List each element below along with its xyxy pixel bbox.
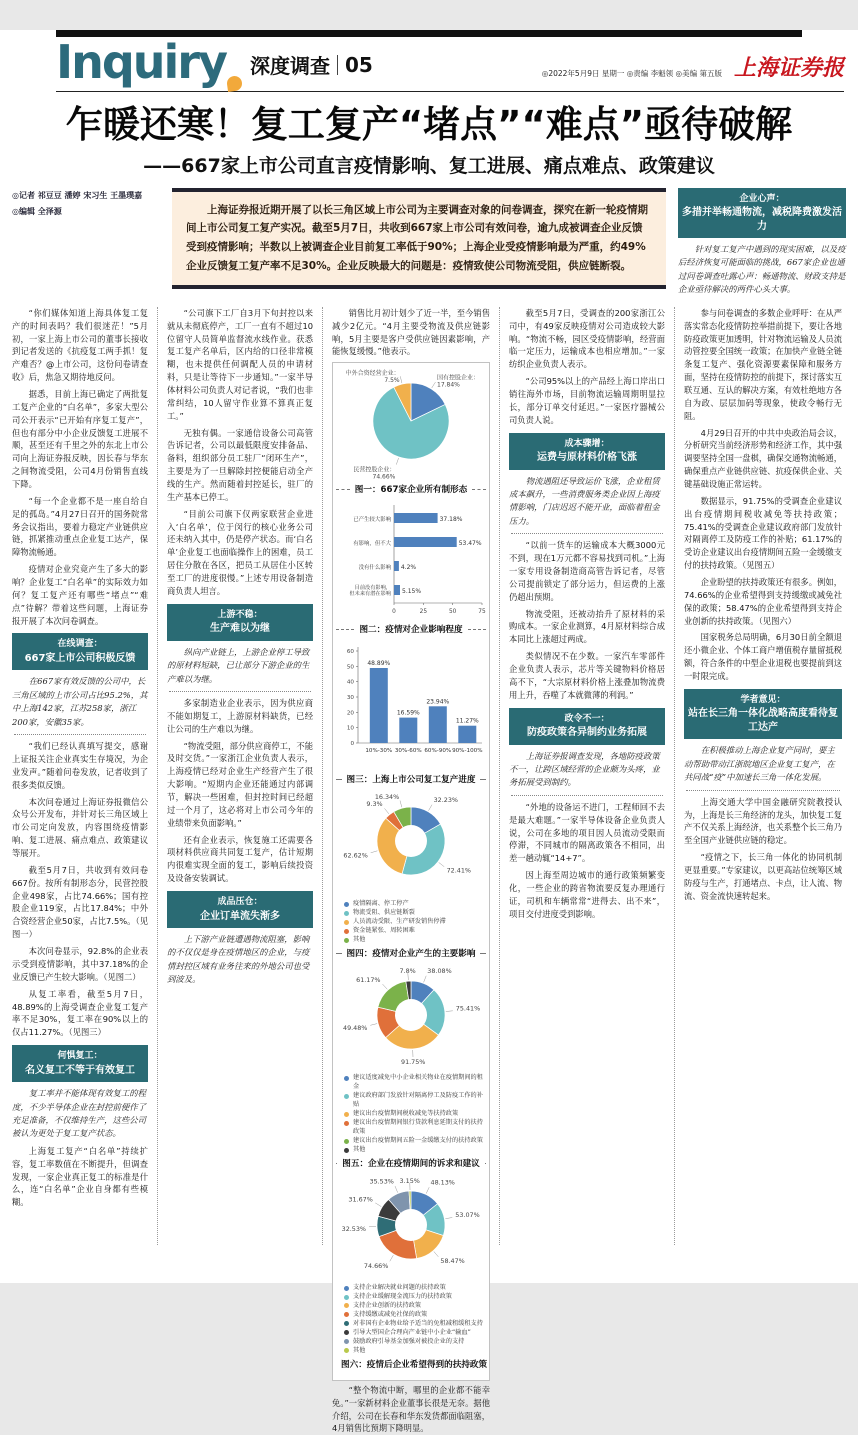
- paragraph: 截至5月7日，受调查的200家浙江公司中，有49家反映疫情对公司造成较大影响。“物流不畅，园区受疫情影响，经营面临一定压力，运输成本也相应增加。”一家纺织企业负责人表示。: [509, 307, 665, 371]
- legend-label: 对非国有企业物业给予适当的免租减租缓租支持: [353, 1320, 483, 1329]
- chart-canvas: [336, 367, 486, 481]
- chart-figure: [336, 965, 486, 1169]
- section-lede: 上下游产业链遭遇物流阻塞，影响的不仅仅是身在疫情地区的企业，与疫情封控区域有业务往来的外地公司也受到波及。: [167, 933, 313, 987]
- svg-text:0: 0: [350, 741, 354, 747]
- legend-item: [344, 927, 486, 936]
- legend-item: [344, 1320, 486, 1329]
- section-kicker: 企业心声：: [682, 193, 842, 207]
- section-title: 667家上市公司积极反馈: [16, 652, 144, 666]
- section-kicker: 政令不一：: [513, 713, 661, 727]
- header-right: [542, 57, 844, 85]
- legend-swatch-icon: [344, 1286, 349, 1291]
- chart-legend: [344, 1074, 486, 1155]
- svg-text:民营控股企业：74.66%: 民营控股企业： 74.66%: [353, 466, 395, 481]
- caption-dash: [336, 779, 342, 780]
- legend-item: [344, 1137, 486, 1146]
- svg-text:38.08%: 38.08%: [427, 967, 451, 975]
- paragraph: 上海复工复产“白名单”持续扩容，复工率数值在不断提升，但调查发现，一家企业真正复工的标准是什么，连“白名单”企业自身都有些模糊。: [12, 1145, 148, 1209]
- chart-svg: [336, 791, 486, 895]
- paragraph: 参与问卷调查的多数企业呼吁：在从严落实常态化疫情防控举措前提下，要让各地防疫政策更加透明，针对物流运输及人员流动管控要全国统一政策；在加快产业链全链条复工复产、强化资源要素保障和服务方面，坚持在疫情防控的前提下，探讨落实互联互通、互认的解决方案，有效杜绝地方各自为政、层层加码等现象，使政令畅行无阻。: [684, 307, 842, 423]
- legend-swatch-icon: [344, 1076, 349, 1081]
- section-kicker: 成本骤增：: [513, 438, 661, 452]
- chart-canvas: [336, 641, 486, 771]
- legend-label: 其他: [353, 1347, 365, 1356]
- logo-text: Inquiry: [56, 35, 226, 89]
- paragraph: “以前一货车的运输成本大概3000元不到，现在1万元都不容易找到司机。”上海一家专用设备制造商高管告诉记者，尽管公司提前锁定了部分运力，但运费的上涨仍超出预期。: [509, 539, 665, 603]
- legend-item: [344, 1302, 486, 1311]
- legend-swatch-icon: [344, 1339, 349, 1344]
- voice-cell: [678, 188, 846, 301]
- column-2: [167, 307, 323, 1245]
- paragraph: 物流受阻，还被动抬升了原材料的采购成本。一家企业测算，4月原材料综合成本同比上涨超过两成。: [509, 608, 665, 647]
- svg-text:91.75%: 91.75%: [401, 1058, 425, 1066]
- svg-text:40: 40: [347, 680, 355, 686]
- svg-text:已产生较大影响: 已产生较大影响: [353, 515, 391, 523]
- svg-text:23.94%: 23.94%: [426, 699, 449, 706]
- legend-label: 鼓励政府引导基金加强对被投企业的支持: [353, 1338, 464, 1347]
- svg-text:61.17%: 61.17%: [356, 976, 380, 984]
- dotted-rule: [14, 734, 146, 735]
- caption-text: 图三：上海上市公司复工复产进度: [347, 773, 476, 785]
- section-heading: [167, 604, 313, 641]
- chart-caption: [336, 773, 486, 785]
- section-kicker: 学者意见：: [688, 694, 838, 708]
- svg-text:50: 50: [449, 609, 457, 615]
- paragraph: 据悉，目前上海已确定了两批复工复产企业的“白名单”，多家大型公司公开表示“已开始有序复工复产”，但也有部分中小企业反馈复工进展不顺，甚至还有千里之外的东北上市公司向上海证券报反映，因长春与华东之间物流受阻，公司4月份销售直线下降。: [12, 388, 148, 491]
- legend-label: 支持企业创新的扶持政策: [353, 1302, 421, 1311]
- svg-text:30%-60%: 30%-60%: [395, 748, 422, 754]
- caption-text: 图二：疫情对企业影响程度: [359, 623, 462, 635]
- chart-caption: [336, 947, 486, 959]
- legend-item: [344, 1110, 486, 1119]
- inquiry-logo: [56, 39, 240, 85]
- section-kicker: 成品压仓：: [171, 896, 309, 910]
- legend-label: 建议适度减免中小企业相关物业在疫情期间的租金: [353, 1074, 486, 1092]
- svg-text:60%-90%: 60%-90%: [424, 748, 451, 754]
- svg-text:37.18%: 37.18%: [440, 516, 463, 523]
- dateline: ◎2022年5月9日 星期一 ◎责编 李魁领 ◎美编 第五版: [542, 68, 722, 79]
- paragraph: “整个物流中断，哪里的企业都不能幸免。”一家新材料企业董事长很是无奈。据他介绍，公司在长春和华东发货都面临阻塞，4月销售比预期下降明显。: [332, 1384, 490, 1435]
- meta-row: [12, 188, 846, 301]
- legend-item: [344, 1119, 486, 1137]
- divider: [337, 55, 338, 75]
- legend-item: [344, 1092, 486, 1110]
- svg-text:48.89%: 48.89%: [367, 660, 390, 667]
- svg-text:有影响，但不大: 有影响，但不大: [353, 539, 391, 547]
- section-lede: 上海证券报调查发现，各地防疫政策不一，让跨区域经营的企业颇为头疼，业务拓展受到制约。: [509, 750, 665, 790]
- paragraph: 销售比月初计划少了近一半，至今销售减少2亿元。“4月主要受物流及供应链影响，5月主要是客户受供应链因素影响，产能恢复缓慢。”他表示。: [332, 307, 490, 358]
- caption-text: 图四：疫情对企业产生的主要影响: [347, 947, 476, 959]
- svg-text:62.62%: 62.62%: [343, 852, 367, 860]
- section-kicker: 在线调查：: [16, 638, 144, 652]
- chart-canvas: [336, 965, 486, 1073]
- legend-label: 支持企业缓解现金流压力的扶持政策: [353, 1293, 452, 1302]
- chart-svg: [336, 501, 486, 617]
- legend-swatch-icon: [344, 1139, 349, 1144]
- paragraph: 国家税务总局明确，6月30日前全额退还小微企业、个体工商户增值税存量留抵税额，符合条件的中型企业退税也要提前到这一时限完成。: [684, 631, 842, 682]
- svg-text:58.47%: 58.47%: [440, 1257, 464, 1265]
- svg-text:没有什么影响: 没有什么影响: [359, 563, 392, 571]
- section-label: [250, 50, 373, 79]
- column-4: [509, 307, 675, 1245]
- legend-label: 建议出台疫情期间税收减免等扶持政策: [353, 1110, 458, 1119]
- legend-label: 建议政府部门发放针对隔离停工及防疫工作的补贴: [353, 1092, 486, 1110]
- legend-item: [344, 1146, 486, 1155]
- section-heading: [12, 633, 148, 670]
- legend-swatch-icon: [344, 1112, 349, 1117]
- svg-text:20: 20: [347, 711, 355, 717]
- chart-svg: [336, 965, 486, 1069]
- svg-text:9.3%: 9.3%: [366, 800, 382, 808]
- svg-text:90%-100%: 90%-100%: [452, 748, 482, 754]
- legend-swatch-icon: [344, 1330, 349, 1335]
- svg-text:25: 25: [420, 609, 428, 615]
- byline-editor: ◎编辑 全泽源: [12, 204, 160, 220]
- svg-text:32.23%: 32.23%: [434, 796, 458, 804]
- svg-text:35.53%: 35.53%: [370, 1177, 394, 1185]
- chart-canvas: [336, 791, 486, 899]
- page-number: 05: [345, 53, 373, 77]
- legend-item: [344, 1074, 486, 1092]
- caption-dash: [336, 1163, 337, 1164]
- legend-swatch-icon: [344, 902, 349, 907]
- paragraph: “每一个企业都不是一座自给自足的孤岛。”4月27日召开的国务院常务会议指出，要着力稳定产业链供应链，抓紧推动重点企业复工达产，保障物流畅通。: [12, 495, 148, 559]
- section-title: 运费与原材料价格飞涨: [513, 451, 661, 465]
- chart-figure: [336, 641, 486, 785]
- section-title: 多措并举畅通物流，减税降费激发活力: [682, 206, 842, 233]
- chart-legend: [344, 900, 486, 945]
- section-title: 生产难以为继: [171, 622, 309, 636]
- page-header: [56, 37, 844, 92]
- paragraph: “你们媒体知道上海具体复工复产的时间表吗？我们很迷茫！”5月初，一家上海上市公司的董事长接收到记者发送的《抗疫复工两手抓！复产难否？@上市公司，这份问卷请查收》后，焦急又期待地反问。: [12, 307, 148, 384]
- legend-item: [344, 909, 486, 918]
- section-heading: [12, 1045, 148, 1082]
- dotted-rule: [169, 691, 311, 692]
- svg-text:16.59%: 16.59%: [397, 710, 420, 717]
- legend-item: [344, 1293, 486, 1302]
- svg-text:4.2%: 4.2%: [401, 564, 417, 571]
- paragraph: 多家制造业企业表示，因为供应商不能如期复工，上游原材料缺货，已经让公司的生产难以为继。: [167, 697, 313, 736]
- section-heading-voice: [678, 188, 846, 239]
- section-lede: 在667家有效反馈的公司中，长三角区域的上市公司占比95.2%，其中上海142家，江苏258家，浙江200家，安徽35家。: [12, 675, 148, 729]
- paragraph: 本次问卷显示，92.8%的企业表示受到疫情影响，其中37.18%的企业反馈已产生较大影响。（见图二）: [12, 945, 148, 984]
- byline-reporters: ◎记者 祁豆豆 潘婷 宋习生 王墨璞嘉: [12, 188, 160, 204]
- paragraph: “外地的设备运不进门，工程师回不去是最大难题。”一家半导体设备企业负责人说，公司在多地的项目因人员流动受限而停滞，不同城市的隔离政策各不相同，出差一趟动辄“14+7”。: [509, 801, 665, 865]
- paragraph: 疫情对企业究竟产生了多大的影响？企业复工“白名单”的实际效力如何？复工复产还有哪些“堵点”“难点”待解？带着这些问题，上海证券报开展了本次问卷调查。: [12, 563, 148, 627]
- section-title: 名义复工不等于有效复工: [16, 1064, 144, 1078]
- legend-item: [344, 1311, 486, 1320]
- paragraph: “物流受阻，部分供应商停工，不能及时交货。”一家浙江企业负责人表示，上海疫情已经对企业生产经营产生了很大影响。“短期内企业还能通过内部调节，解决一些困难，但封控时间已经超过一个月了，这必将对上市公司今年的业绩带来负面影响。”: [167, 740, 313, 830]
- section-lede: 复工率并不能体现有效复工的程度，不少半导体企业在封控前便作了充足准备，不仅维持生产，这些公司被认为更处于复工复产状态。: [12, 1087, 148, 1141]
- svg-text:10: 10: [347, 726, 355, 732]
- caption-text: 图六：疫情后企业希望得到的扶持政策: [341, 1358, 487, 1370]
- chart-legend: [344, 1284, 486, 1356]
- svg-text:31.67%: 31.67%: [348, 1195, 372, 1203]
- caption-dash: [468, 629, 486, 630]
- legend-item: [344, 1329, 486, 1338]
- legend-swatch-icon: [344, 1295, 349, 1300]
- paragraph: 还有企业表示，恢复施工还需要各项材料供应商共同复工复产，估计短期内很难实现全面的复工，影响后续投资及设备安装调试。: [167, 834, 313, 885]
- svg-text:5.15%: 5.15%: [402, 588, 421, 595]
- svg-text:16.34%: 16.34%: [375, 793, 399, 801]
- caption-dash: [472, 489, 486, 490]
- svg-text:53.07%: 53.07%: [455, 1211, 479, 1219]
- paragraph: 截至5月7日，共收到有效问卷667份。按所有制形态分，民营控股企业498家，占比74.66%；国有控股企业119家，占比17.84%；中外合资经营企业50家，占比7.5%。（见图一）: [12, 864, 148, 941]
- chart-svg: [336, 641, 486, 767]
- section-kicker: 上游不稳：: [171, 609, 309, 623]
- legend-label: 其他: [353, 936, 365, 945]
- paragraph: “公司95%以上的产品经上海口岸出口销往海外市场，目前物流运输周期明显拉长，部分订单交付延迟。”一家医疗器械公司负责人说。: [509, 375, 665, 426]
- svg-text:50: 50: [347, 665, 355, 671]
- paragraph: “我们已经认真填写提交，感谢上证报关注企业真实生存境况，为企业发声。”随着问卷发放，记者收到了很多类似反馈。: [12, 740, 148, 791]
- caption-dash: [336, 629, 354, 630]
- paragraph: 因上海至周边城市的通行政策频繁变化，一些企业的跨省物流要反复办理通行证，司机和车辆常常“进得去、出不来”，项目交付进度受到影响。: [509, 869, 665, 920]
- sub-headline: ——667家上市公司直言疫情影响、复工进展、痛点难点、政策建议: [0, 151, 858, 178]
- legend-item: [344, 936, 486, 945]
- section-title: 防疫政策各异制约业务拓展: [513, 726, 661, 740]
- section-heading: [509, 708, 665, 745]
- column-1: [12, 307, 158, 1245]
- section-title: 站在长三角一体化战略高度看待复工达产: [688, 707, 838, 734]
- chart-figure: [336, 1175, 486, 1370]
- svg-text:国有控股企业：17.84%: 国有控股企业： 17.84%: [437, 374, 479, 389]
- caption-text: 图五：企业在疫情期间的诉求和建议: [342, 1157, 480, 1169]
- legend-swatch-icon: [344, 1321, 349, 1326]
- svg-text:74.66%: 74.66%: [364, 1262, 388, 1270]
- paragraph: “疫情之下，长三角一体化的协同机制更显重要。”专家建议，以更高站位统筹区域防疫与生产，打通堵点、卡点，让人流、物流、资金流快速转起来。: [684, 851, 842, 902]
- column-5: [684, 307, 842, 1245]
- legend-swatch-icon: [344, 938, 349, 943]
- masthead: 上海证券报: [734, 57, 844, 79]
- legend-label: 其他: [353, 1146, 365, 1155]
- paragraph: 数据显示，91.75%的受调查企业建议出台疫情期间税收减免等扶持政策；75.41%的受调查企业建议政府部门发放针对隔离停工及防疫工作的补贴；61.17%的受访企业建议出台疫情期间五险一金缓缴支付的扶持政策。（见图五）: [684, 495, 842, 572]
- legend-swatch-icon: [344, 1094, 349, 1099]
- caption-dash: [336, 489, 350, 490]
- legend-swatch-icon: [344, 1348, 349, 1353]
- chart-svg: [336, 367, 486, 477]
- svg-text:0: 0: [392, 609, 396, 615]
- legend-swatch-icon: [344, 1121, 349, 1126]
- legend-item: [344, 1347, 486, 1356]
- article-columns: [12, 307, 846, 1245]
- chart-canvas: [336, 501, 486, 621]
- svg-text:75: 75: [478, 609, 486, 615]
- caption-dash: [480, 779, 486, 780]
- svg-text:72.41%: 72.41%: [447, 867, 471, 875]
- section-lede: 在积极推动上海企业复产同时，要主动帮助带动江浙皖地区企业复工复产，在共同战“疫”中加速长三角一体化发展。: [684, 744, 842, 784]
- chart-svg: [336, 1175, 486, 1279]
- paragraph: 4月29日召开的中共中央政治局会议，分析研究当前经济形势和经济工作，其中强调要坚持全国一盘棋，确保交通物流畅通，确保重点产业链供应链、抗疫保供企业、关键基础设施正常运转。: [684, 427, 842, 491]
- dotted-rule: [686, 790, 840, 791]
- legend-label: 支持缓缴或减免社保的政策: [353, 1311, 427, 1320]
- speech-bubble-icon: [226, 75, 243, 92]
- chart-caption: [336, 623, 486, 635]
- svg-text:目前没有影响，但未来有潜在影响: 目前没有影响，但未来有潜在影响: [349, 583, 391, 597]
- svg-text:75.41%: 75.41%: [456, 1005, 480, 1013]
- chart-caption: [336, 1157, 486, 1169]
- legend-item: [344, 1284, 486, 1293]
- paragraph: 类似情况不在少数。一家汽车零部件企业负责人表示，芯片等关键物料价格居高不下，“大宗原材料价格上涨叠加物流费用上升，吞噬了本就微薄的利润。”: [509, 650, 665, 701]
- chart-canvas: [336, 1175, 486, 1283]
- legend-label: 资金链紧张、周转困难: [353, 927, 415, 936]
- caption-dash: [485, 1163, 486, 1164]
- paragraph: 从复工率看，截至5月7日，48.89%的上海受调查企业复工复产率不足30%，复工率在90%以上的仅占11.27%。（见图三）: [12, 988, 148, 1039]
- legend-label: 引导大型国企合理向产业链中小企业“输血”: [353, 1329, 471, 1338]
- legend-swatch-icon: [344, 1303, 349, 1308]
- svg-text:7.8%: 7.8%: [399, 967, 415, 975]
- svg-text:53.47%: 53.47%: [459, 540, 482, 547]
- section-heading: [509, 433, 665, 470]
- legend-swatch-icon: [344, 929, 349, 934]
- legend-label: 人员流动受限、生产研发销售停滞: [353, 918, 446, 927]
- svg-text:48.13%: 48.13%: [431, 1178, 455, 1186]
- legend-label: 疫情隔离、停工停产: [353, 900, 409, 909]
- legend-swatch-icon: [344, 1312, 349, 1317]
- chart-figure: [336, 501, 486, 635]
- legend-label: 建议出台疫情期间五险一金缓缴支付的扶持政策: [353, 1137, 483, 1146]
- paragraph: 无独有偶。一家通信设备公司高管告诉记者，公司以最低限度安排备品、备料，组织部分员工驻厂“闭环生产”，主要是为了一旦解除封控便能启动全产线的生产。然而随着封控延长，驻厂的生产基本已停工。: [167, 427, 313, 504]
- svg-text:11.27%: 11.27%: [456, 718, 479, 725]
- section-name: 深度调查: [250, 50, 330, 79]
- main-headline: 乍暖还寒！复工复产“堵点”“难点”亟待破解: [8, 104, 850, 147]
- legend-item: [344, 900, 486, 909]
- section-heading: [684, 689, 842, 740]
- svg-text:3.15%: 3.15%: [400, 1177, 420, 1185]
- dotted-rule: [511, 795, 663, 796]
- section-lede: 针对复工复产中遇到的现实困难，以及疫后经济恢复可能面临的挑战，667家企业也通过问卷调查吐露心声：畅通物流、财政支持是企业亟待解决的两件心头大事。: [678, 243, 846, 297]
- paragraph: “公司旗下工厂自3月下旬封控以来就从未彻底停产，工厂一直有不超过10位留守人员简单监督流水线作业。获悉复工复产名单后，区内给的口径非常模糊，也未提供任何调配人员的申请材料，只是让等待下一步通知。”一家半导体材料公司负责人对记者说，“我们也非常纠结，10人留守作业算不算真正复工。”: [167, 307, 313, 423]
- chart-figure: [336, 791, 486, 959]
- paragraph: 本次问卷通过上海证券报微信公众号公开发布，并针对长三角区域上市公司定向发放，内容围绕疫情影响、复工进展、痛点难点、政策建议等展开。: [12, 796, 148, 860]
- paragraph: “目前公司旗下仅两家联营企业进入‘白名单’，位于闵行的核心业务公司还未纳入其中，仍是停产状态。而‘白名单’企业复工也面临操作上的困难，员工居住分散在各区，把员工从居住小区转至工厂的进度很慢。”上述专用设备制造商负责人坦言。: [167, 508, 313, 598]
- byline: [12, 188, 160, 220]
- svg-text:49.48%: 49.48%: [343, 1024, 367, 1032]
- chart-figure: [336, 367, 486, 495]
- legend-item: [344, 918, 486, 927]
- dotted-rule: [511, 533, 663, 534]
- caption-dash: [336, 953, 342, 954]
- newspaper-page: [0, 30, 858, 1283]
- legend-swatch-icon: [344, 911, 349, 916]
- section-lede: 纵向产业链上，上游企业停工导致的原材料短缺，已让部分下游企业的生产难以为继。: [167, 646, 313, 686]
- chart-stack: [332, 362, 490, 1381]
- paragraph: 企业盼望的扶持政策还有很多。例如，74.66%的企业希望得到支持缓缴或减免社保的政策；58.47%的企业希望得到支持企业创新的扶持政策。（见图六）: [684, 576, 842, 627]
- legend-swatch-icon: [344, 920, 349, 925]
- svg-text:中外合资经营企业：7.5%: 中外合资经营企业： 7.5%: [346, 369, 400, 384]
- intro-box: 上海证券报近期开展了以长三角区域上市公司为主要调查对象的问卷调查，探究在新一轮疫情期间上市公司复工复产实况。截至5月7日，共收到667家上市公司有效问卷，逾九成被调查企业反馈受到疫情影响；半数以上被调查企业目前复工率低于90%；上海企业受疫情影响最为严重，约49%企业反馈复工复产率不足30%。企业反映最大的问题是：疫情致使公司物流受阻，供应链断裂。: [172, 188, 666, 290]
- paragraph: 上海交通大学中国金融研究院教授认为，上海是长三角经济的龙头，加快复工复产不仅关系上海经济，也关系整个长三角乃至全国产业链供应链的稳定。: [684, 796, 842, 847]
- legend-label: 物流受阻、供应链断裂: [353, 909, 415, 918]
- section-title: 企业订单流失渐多: [171, 910, 309, 924]
- section-lede: 物流遇阻还导致运价飞涨，企业租赁成本飙升，一些消费服务类企业因上海疫情影响，门店迟迟不能开业，面临着租金压力。: [509, 475, 665, 529]
- svg-text:10%-30%: 10%-30%: [365, 748, 392, 754]
- svg-text:32.53%: 32.53%: [342, 1225, 366, 1233]
- legend-label: 建议出台疫情期间银行贷款利息延期支付的扶持政策: [353, 1119, 486, 1137]
- caption-text: 图一：667家企业所有制形态: [355, 483, 467, 495]
- section-heading: [167, 891, 313, 928]
- legend-swatch-icon: [344, 1148, 349, 1153]
- svg-text:30: 30: [347, 695, 355, 701]
- legend-item: [344, 1338, 486, 1347]
- svg-text:60: 60: [347, 649, 355, 655]
- chart-caption: [336, 1358, 486, 1370]
- chart-caption: [336, 483, 486, 495]
- caption-dash: [480, 953, 486, 954]
- legend-label: 支持企业解决就业问题的扶持政策: [353, 1284, 446, 1293]
- section-kicker: 何惧复工：: [16, 1050, 144, 1064]
- column-3-charts: [332, 307, 500, 1245]
